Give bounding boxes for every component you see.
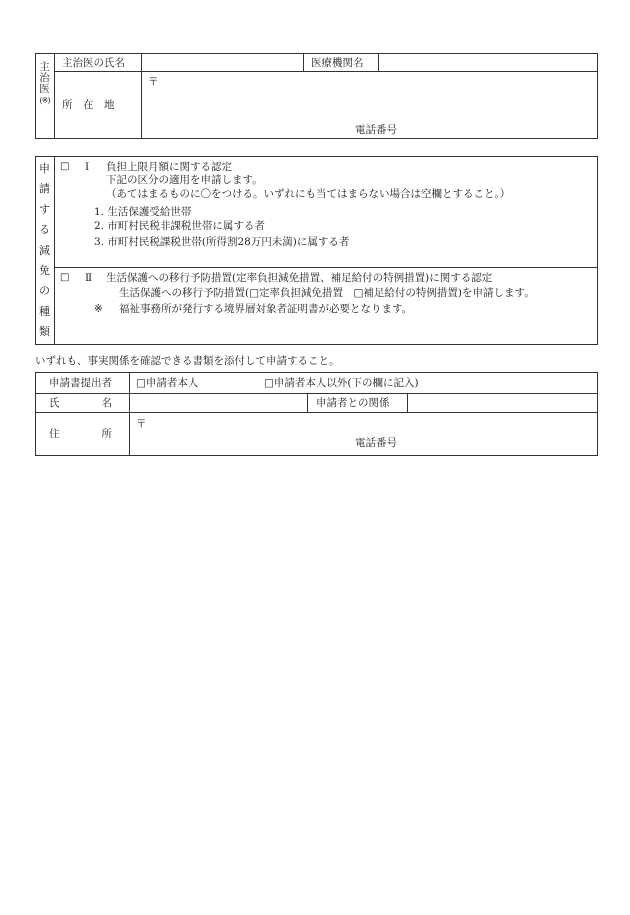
section2-numeral: Ⅱ [85,272,93,284]
section1-numeral: Ⅰ [85,161,90,173]
submitter-divider [307,393,308,412]
submitter-divider [35,412,598,413]
section1-option-1[interactable]: 1. 生活保護受給世帯 [94,206,192,218]
submitter-label: 申請書提出者 [49,377,112,389]
section1-checkbox[interactable]: □ [60,161,70,172]
doctor-divider [54,71,598,72]
doctor-phone-label: 電話番号 [355,124,397,136]
doctor-address-field[interactable] [143,73,596,118]
section1-option-2[interactable]: 2. 市町村民税非課税世帯に属する者 [94,220,265,232]
section2-note-mark: ※ [94,303,103,315]
doctor-divider [54,53,55,139]
submitter-divider [35,393,598,394]
doctor-divider [378,53,379,71]
doctor-side-label: 主 治 医 (※) [39,61,50,105]
submitter-address-field[interactable] [131,414,596,434]
institution-label: 医療機関名 [311,57,364,69]
doctor-divider [303,53,304,71]
submitter-phone-label: 電話番号 [355,437,397,449]
submitter-divider [129,372,130,456]
doctor-address-label: 所 在 地 [62,99,115,111]
submitter-divider [407,393,408,412]
section1-line2: （あてはまるものに〇をつける。いずれにも当てはまらない場合は空欄とすること。） [106,188,511,200]
section1-option-3[interactable]: 3. 市町村民税課税世帯(所得割28万円未満)に属する者 [94,236,350,248]
submitter-address-label: 住 所 [49,428,112,440]
submitter-name-label: 氏 名 [49,397,112,409]
submitter-name-field[interactable] [131,395,305,410]
doctor-divider [141,53,142,139]
section2-title: 生活保護への移行予防措置(定率負担減免措置、補足給付の特例措置)に関する認定 [106,272,493,284]
postal-mark: 〒 [148,76,159,88]
section1-title: 負担上限月額に関する認定 [106,161,232,173]
reduction-side-label: 申 請 す る 減 免 の 種 類 [39,162,50,339]
submitter-postal-mark: 〒 [136,418,147,430]
submitter-option-self[interactable]: □申請者本人 [136,377,199,389]
attachment-notice: いずれも、事実関係を確認できる書類を添付して申請すること。 [35,355,340,367]
section2-note: 福祉事務所が発行する境界層対象者証明書が必要となります。 [119,303,413,315]
section2-line1: 生活保護への移行予防措置(□定率負担減免措置 □補足給付の特例措置)を申請します。 [119,287,535,299]
doctor-name-field[interactable] [143,55,301,69]
reduction-divider [54,267,598,268]
submitter-option-other[interactable]: □申請者本人以外(下の欄に記入) [264,377,419,389]
section1-line1: 下記の区分の適用を申請します。 [106,174,263,186]
relation-label: 申請者との関係 [316,397,390,409]
institution-field[interactable] [380,55,596,69]
relation-field[interactable] [409,395,596,410]
section2-checkbox[interactable]: □ [60,272,70,283]
reduction-divider [54,156,55,345]
doctor-name-label: 主治医の氏名 [62,57,125,69]
